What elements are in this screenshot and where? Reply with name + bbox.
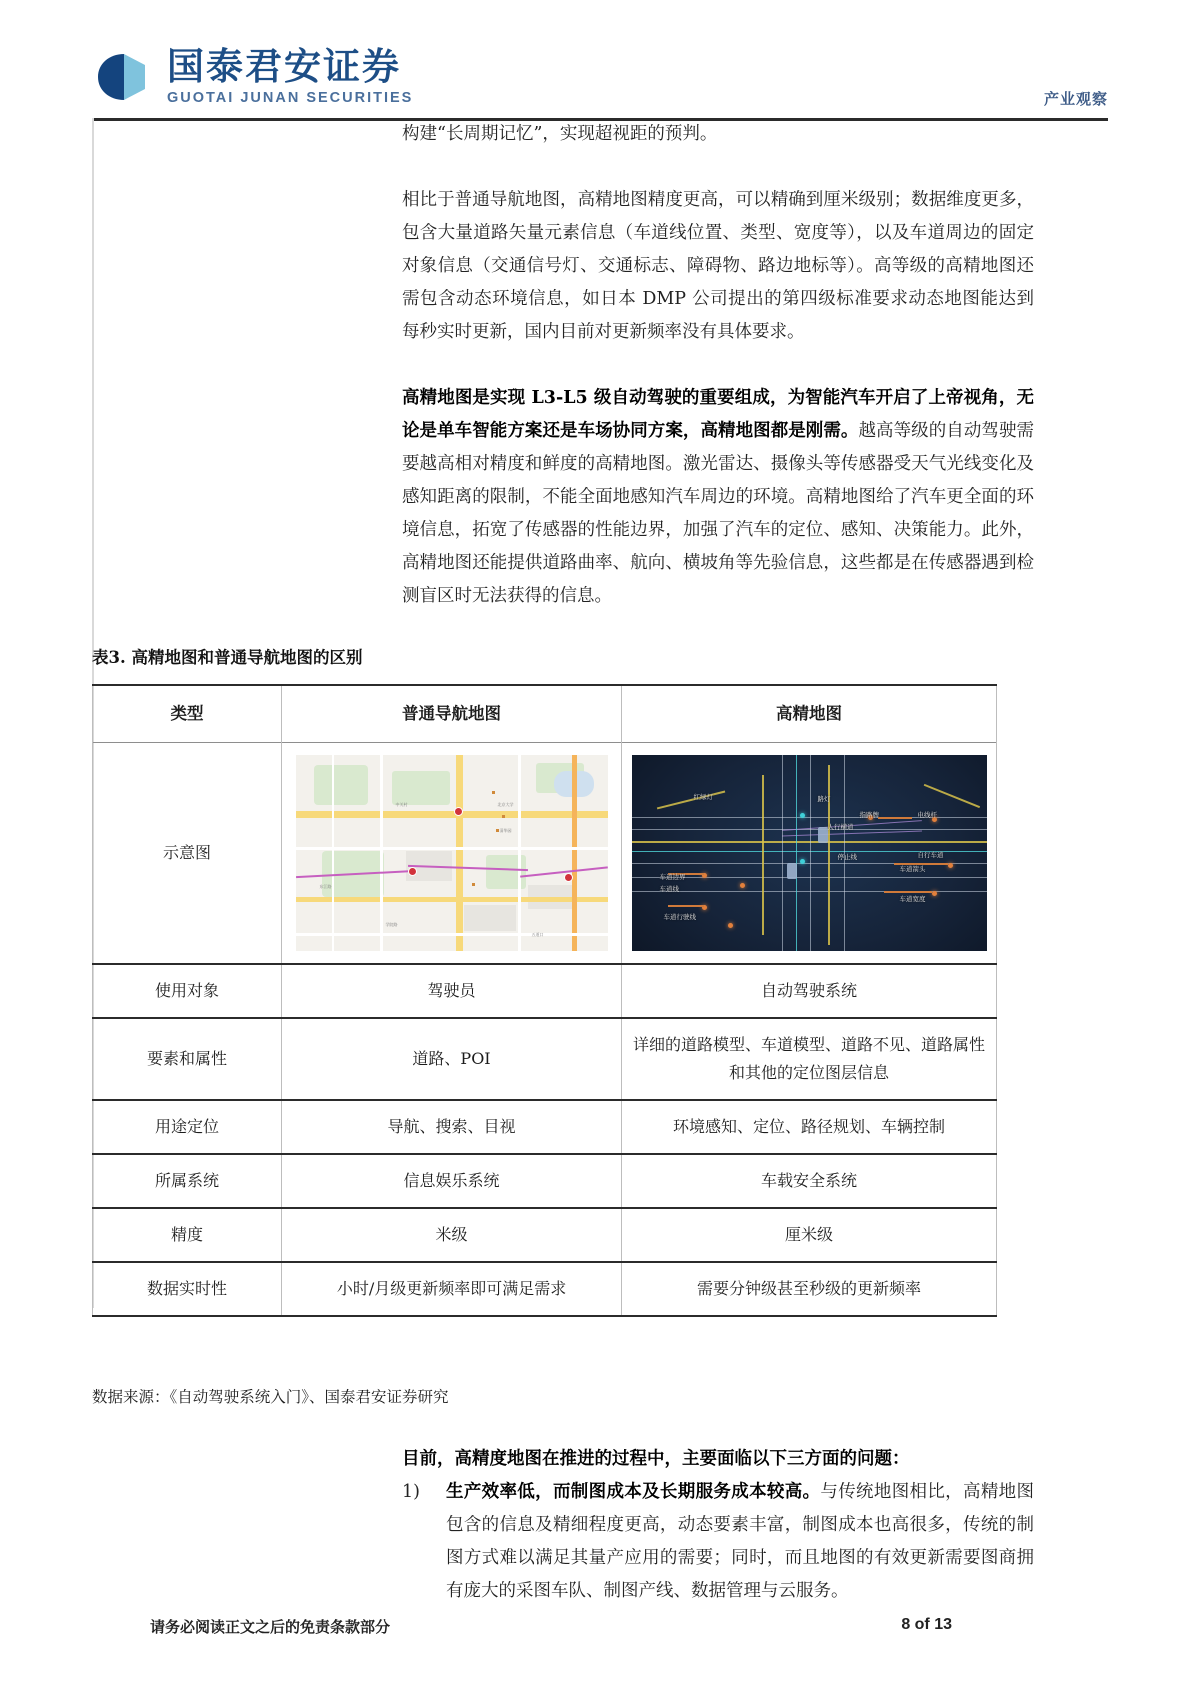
footer-disclaimer: 请务必阅读正文之后的免责条款部分: [150, 1618, 391, 1636]
paragraph-1: 构建“长周期记忆”，实现超视距的预判。: [402, 124, 718, 144]
navigation-map-thumbnail: 东江路 中关村 北京大学 清华园 学院路 五道口: [296, 755, 608, 951]
cell-nav-system: 信息娱乐系统: [282, 1154, 622, 1208]
logo-mark-icon: [95, 52, 153, 102]
cell-hd-realtime: 需要分钟级甚至秒级的更新频率: [622, 1262, 997, 1316]
header-section-tag: 产业观察: [1043, 90, 1108, 108]
table-header-row: [93, 685, 997, 743]
cell-nav-realtime: 小时/月级更新频率即可满足需求: [282, 1262, 622, 1316]
table-row: [93, 1262, 997, 1316]
table-row: [93, 743, 997, 965]
list-item-rest: 与传统地图相比，高精地图包含的信息及精细程度更高，动态要素丰富，制图成本也高很多，传统的制图方式难以满足其量产应用的需要；同时，而且地图的有效更新需要图商拥有庞大的采图车队、制图产线、数据管理与云服务。: [446, 1482, 1034, 1601]
lower-lead-text: 目前，高精度地图在推进的过程中，主要面临以下三方面的问题：: [402, 1449, 910, 1469]
page-footer: [0, 1588, 1200, 1698]
table-title: 表3. 高精地图和普通导航地图的区别: [92, 648, 363, 667]
column-header-nav-map: 普通导航地图: [282, 685, 622, 743]
cell-nav-map-image: [282, 743, 622, 965]
paragraph-3-bold: 高精地图是实现 L3-L5 级自动驾驶的重要组成，为智能汽车开启了上帝视角，无论是单车智能方案还是车场协同方案，高精地图都是刚需。: [402, 388, 1034, 441]
table-source-note: 数据来源：《自动驾驶系统入门》、国泰君安证券研究: [92, 1388, 449, 1406]
row-label-diagram: 示意图: [93, 743, 282, 965]
cell-hd-map-image: [622, 743, 997, 965]
row-label-system: 所属系统: [93, 1154, 282, 1208]
cell-hd-elements: 详细的道路模型、车道模型、道路不见、道路属性和其他的定位图层信息: [622, 1018, 997, 1100]
logo-text-cn: 国泰君安证券: [167, 45, 401, 88]
cell-nav-purpose: 导航、搜索、目视: [282, 1100, 622, 1154]
row-label-precision: 精度: [93, 1208, 282, 1262]
company-logo: [95, 45, 414, 106]
column-header-type: 类型: [93, 685, 282, 743]
hd-map-thumbnail: 红绿灯 路灯 指路牌 人行横道 电线杆 停止线 自行车道 车道边界 车道线 车道行驶线 车道箭头 车道宽度: [632, 755, 987, 951]
comparison-table: [92, 684, 997, 1317]
cell-hd-precision: 厘米级: [622, 1208, 997, 1262]
table-row: [93, 1154, 997, 1208]
list-item-bold: 生产效率低，而制图成本及长期服务成本较高。: [446, 1482, 821, 1502]
paragraph-2: 相比于普通导航地图，高精地图精度更高，可以精确到厘米级别；数据维度更多，包含大量道路矢量元素信息（车道线位置、类型、宽度等），以及车道周边的固定对象信息（交通信号灯、交通标志、障碍物、路边地标等）。高等级的高精地图还需包含动态环境信息，如日本 DMP 公司提出的第四级标准要求动态地图能达到每秒实时更新，国内目前对更新频率没有具体要求。: [402, 190, 1034, 342]
paragraph-3: [402, 382, 1034, 613]
logo-text-en: GUOTAI JUNAN SECURITIES: [167, 89, 414, 106]
cell-nav-user: 驾驶员: [282, 964, 622, 1018]
cell-hd-user: 自动驾驶系统: [622, 964, 997, 1018]
page-header: [0, 0, 1200, 120]
cell-hd-purpose: 环境感知、定位、路径规划、车辆控制: [622, 1100, 997, 1154]
body-content: [402, 118, 1034, 613]
footer-page-number: 8 of 13: [901, 1616, 952, 1633]
cell-nav-elements: 道路、POI: [282, 1018, 622, 1100]
table-row: [93, 1018, 997, 1100]
cell-nav-precision: 米级: [282, 1208, 622, 1262]
cell-hd-system: 车载安全系统: [622, 1154, 997, 1208]
table-row: [93, 1208, 997, 1262]
list-item-number: 1): [402, 1482, 420, 1502]
lower-content: [402, 1443, 1034, 1608]
table-row: [93, 1100, 997, 1154]
column-header-hd-map: 高精地图: [622, 685, 997, 743]
paragraph-3-rest: 越高等级的自动驾驶需要越高相对精度和鲜度的高精地图。激光雷达、摄像头等传感器受天气光线变化及感知距离的限制，不能全面地感知汽车周边的环境。高精地图给了汽车更全面的环境信息，拓宽了传感器的性能边界，加强了汽车的定位、感知、决策能力。此外，高精地图还能提供道路曲率、航向、横坡角等先验信息，这些都是在传感器遇到检测盲区时无法获得的信息。: [402, 421, 1034, 606]
row-label-user: 使用对象: [93, 964, 282, 1018]
row-label-purpose: 用途定位: [93, 1100, 282, 1154]
row-label-realtime: 数据实时性: [93, 1262, 282, 1316]
table-row: [93, 964, 997, 1018]
row-label-elements: 要素和属性: [93, 1018, 282, 1100]
